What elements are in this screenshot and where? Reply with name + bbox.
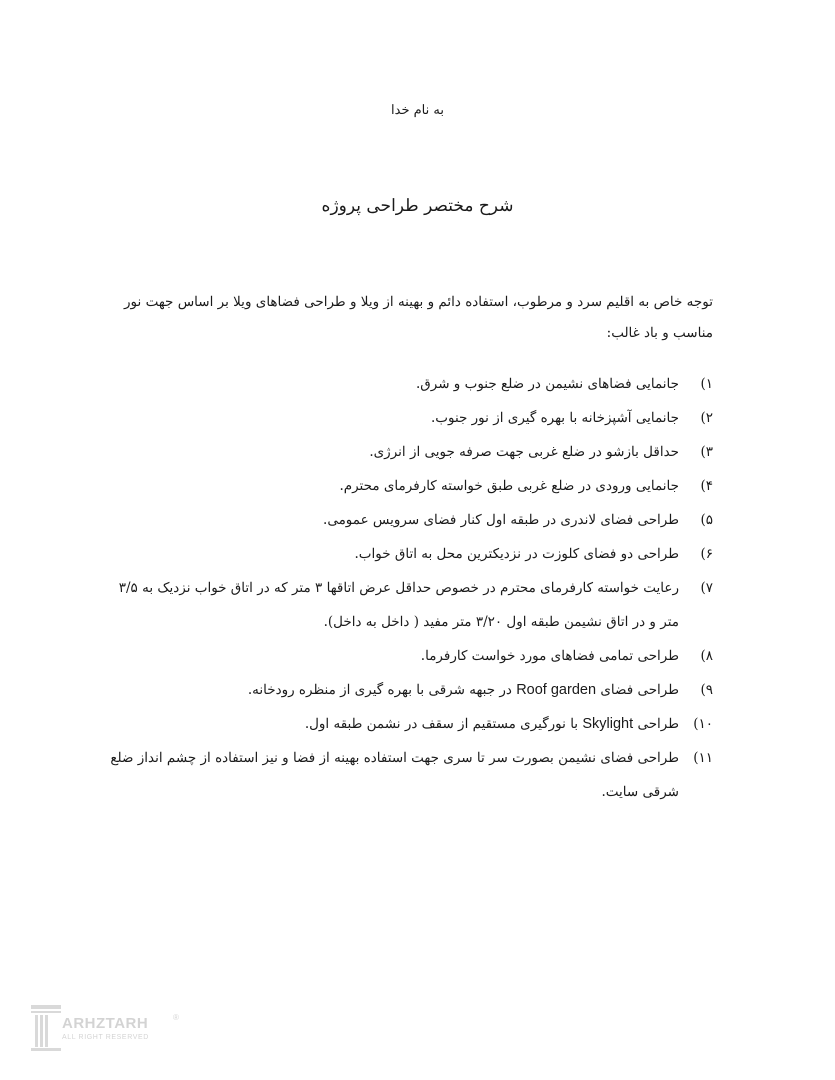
list-text: رعایت خواسته کارفرمای محترم در خصوص حداقل عرض اتاقها ۳ متر که در اتاق خواب نزدیک به ۳/۵ متر و در اتاق نشیمن طبقه اول ۳/۲۰ متر مفید ( داخل به داخل). <box>118 580 679 630</box>
list-number: ۳) <box>700 444 713 460</box>
list-text-before: طراحی <box>637 716 679 732</box>
list-item <box>103 639 713 673</box>
list-item <box>103 367 713 401</box>
list-text-after: در جبهه شرقی با بهره گیری از منظره رودخانه. <box>247 682 512 698</box>
column-icon <box>30 1003 64 1053</box>
design-points-list <box>103 367 713 809</box>
list-latin-term: Roof garden <box>516 682 597 698</box>
list-number: ۶) <box>700 546 713 562</box>
list-text: جانمایی ورودی در ضلع غربی طبق خواسته کارفرمای محترم. <box>339 478 679 494</box>
list-text-before: طراحی فضای <box>600 682 679 698</box>
list-number: ۲) <box>700 410 713 426</box>
list-text: حداقل بازشو در ضلع غربی جهت صرفه جویی از انرژی. <box>369 444 679 460</box>
basmala: به نام خدا <box>391 103 444 118</box>
list-text-after: با نورگیری مستقیم از سقف در نشمن طبقه اول. <box>304 716 579 732</box>
list-text: طراحی دو فضای کلوزت در نزدیکترین محل به اتاق خواب. <box>354 546 679 562</box>
list-item <box>103 401 713 435</box>
list-text: طراحی تمامی فضاهای مورد خواست کارفرما. <box>420 648 679 664</box>
list-number: ۵) <box>700 512 713 528</box>
list-item <box>103 673 713 707</box>
list-number: ۹) <box>700 682 713 698</box>
list-item <box>103 435 713 469</box>
list-number: ۱۱) <box>693 750 713 766</box>
watermark-brand: ARHZTARH <box>62 1015 149 1032</box>
list-number: ۴) <box>700 478 713 494</box>
list-number: ۱) <box>700 376 713 392</box>
list-text: طراحی فضای لاندری در طبقه اول کنار فضای سرویس عمومی. <box>323 512 679 528</box>
list-text: جانمایی آشپزخانه با بهره گیری از نور جنوب. <box>430 410 679 426</box>
list-number: ۸) <box>700 648 713 664</box>
list-item <box>103 741 713 809</box>
list-item <box>103 469 713 503</box>
list-text: طراحی فضای نشیمن بصورت سر تا سری جهت استفاده بهینه از فضا و نیز استفاده از چشم انداز ضلع شرقی سایت. <box>110 750 679 800</box>
watermark-logo <box>30 1003 185 1053</box>
list-item <box>103 503 713 537</box>
intro-paragraph: توجه خاص به اقلیم سرد و مرطوب، استفاده دائم و بهینه از ویلا و طراحی فضاهای ویلا بر اساس جهت نور مناسب و باد غالب: <box>124 294 713 341</box>
list-item <box>103 537 713 571</box>
list-number: ۷) <box>700 580 713 596</box>
list-item <box>103 707 713 741</box>
document-title: شرح مختصر طراحی پروژه <box>321 196 514 216</box>
list-item <box>103 571 713 639</box>
registered-mark: ® <box>173 1013 179 1022</box>
list-number: ۱۰) <box>693 716 713 732</box>
list-latin-term: Skylight <box>582 716 634 732</box>
watermark-tagline: ALL RIGHT RESERVED <box>62 1034 149 1041</box>
list-text: جانمایی فضاهای نشیمن در ضلع جنوب و شرق. <box>415 376 679 392</box>
